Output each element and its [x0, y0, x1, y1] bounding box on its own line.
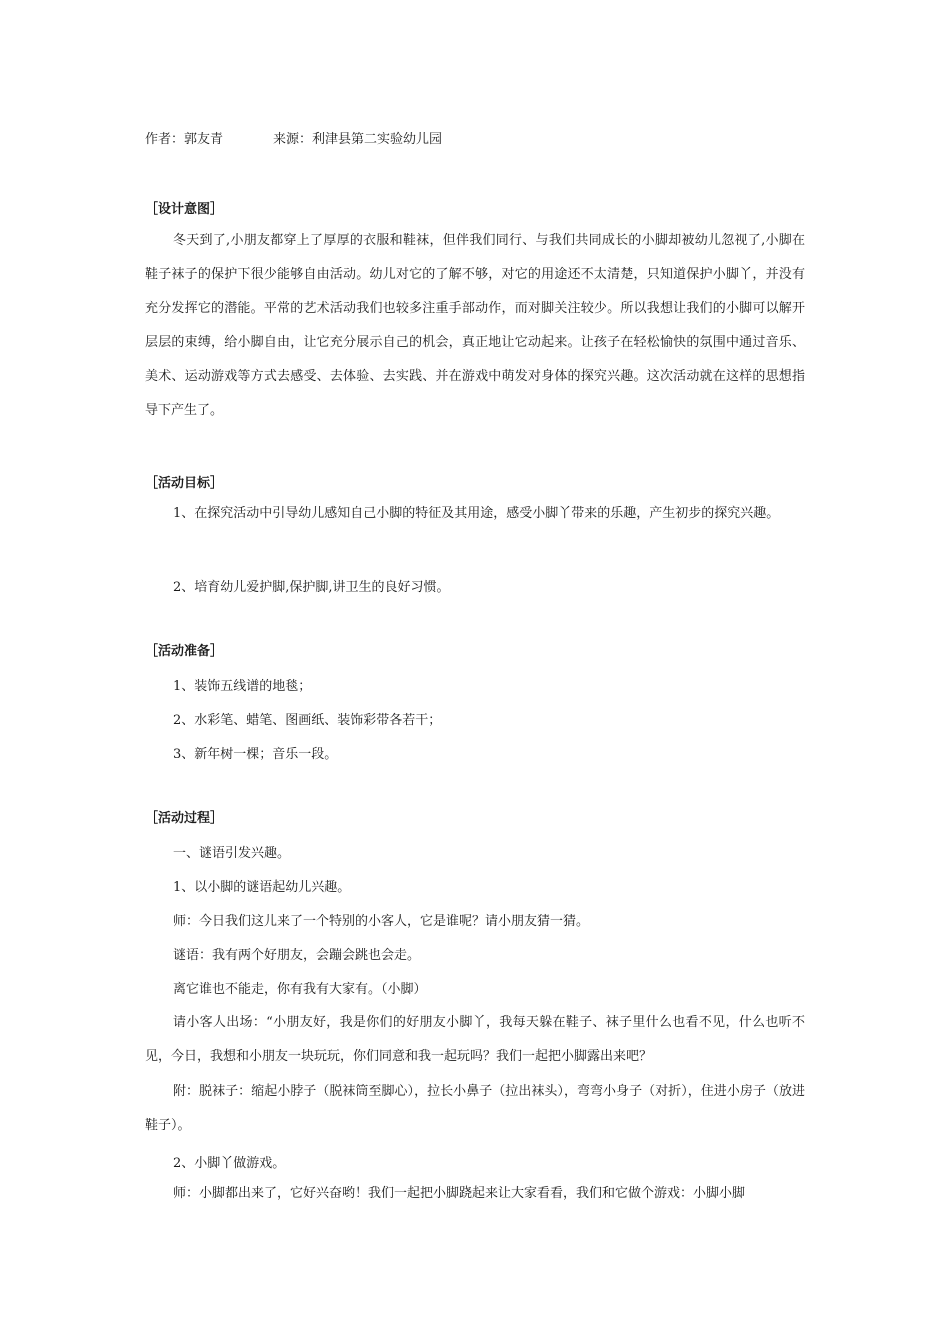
process-line-8: 2、小脚丫做游戏。: [173, 1156, 286, 1171]
author-text: 作者：郭友青: [145, 132, 224, 147]
process-paragraph-9: 师：小脚都出来了，它好兴奋哟！我们一起把小脚跷起来让大家看看，我们和它做个游戏：小脚小脚: [173, 1186, 746, 1201]
process-line-5: 离它谁也不能走，你有我有大家有。（小脚）: [173, 982, 427, 997]
goal-item-2: 2、培育幼儿爱护脚,保护脚,讲卫生的良好习惯。: [173, 580, 450, 595]
heading-design-intent: ［设计意图］: [145, 202, 224, 217]
source-text: 来源：利津县第二实验幼儿园: [273, 132, 443, 147]
document-meta: [145, 128, 442, 147]
paragraph-design-intent: 冬天到了,小朋友都穿上了厚厚的衣服和鞋袜，但伴我们同行、与我们共同成长的小脚却被幼儿忽视了,小脚在鞋子袜子的保护下很少能够自由活动。幼儿对它的了解不够，对它的用途还不太清楚，只知道保护小脚丫，并没有充分发挥它的潜能。平常的艺术活动我们也较多注重手部动作，而对脚关注较少。所以我想让我们的小脚可以解开层层的束缚，给小脚自由，让它充分展示自己的机会，真正地让它动起来。让孩子在轻松愉快的氛围中通过音乐、美术、运动游戏等方式去感受、去体验、去实践、并在游戏中萌发对身体的探究兴趣。这次活动就在这样的思想指导下产生了。: [145, 233, 805, 418]
prep-item-3: 3、新年树一棵；音乐一段。: [173, 747, 338, 762]
heading-activity-prep: ［活动准备］: [145, 644, 224, 659]
heading-activity-goals: ［活动目标］: [145, 476, 224, 491]
process-line-3: 师：今日我们这儿来了一个特别的小客人，它是谁呢？请小朋友猜一猜。: [173, 914, 590, 929]
process-line-2: 1、以小脚的谜语起幼儿兴趣。: [173, 880, 351, 895]
process-paragraph-6: 请小客人出场：“小朋友好，我是你们的好朋友小脚丫，我每天躲在鞋子、袜子里什么也看不见，什么也听不见，今日，我想和小朋友一块玩玩，你们同意和我一起玩吗？我们一起把小脚露出来吧？: [145, 1015, 805, 1064]
prep-item-2: 2、水彩笔、蜡笔、图画纸、装饰彩带各若干；: [173, 713, 442, 728]
goal-item-1: 1、在探究活动中引导幼儿感知自己小脚的特征及其用途，感受小脚丫带来的乐趣，产生初步的探究兴趣。: [173, 506, 780, 521]
process-paragraph-7: 附：脱袜子：缩起小脖子（脱袜筒至脚心），拉长小鼻子（拉出袜头），弯弯小身子（对折），住进小房子（放进鞋子）。: [145, 1084, 805, 1133]
process-line-1: 一、谜语引发兴趣。: [173, 846, 291, 861]
heading-activity-process: ［活动过程］: [145, 811, 224, 826]
process-line-4: 谜语：我有两个好朋友，会蹦会跳也会走。: [173, 948, 421, 963]
prep-item-1: 1、装饰五线谱的地毯；: [173, 679, 312, 694]
